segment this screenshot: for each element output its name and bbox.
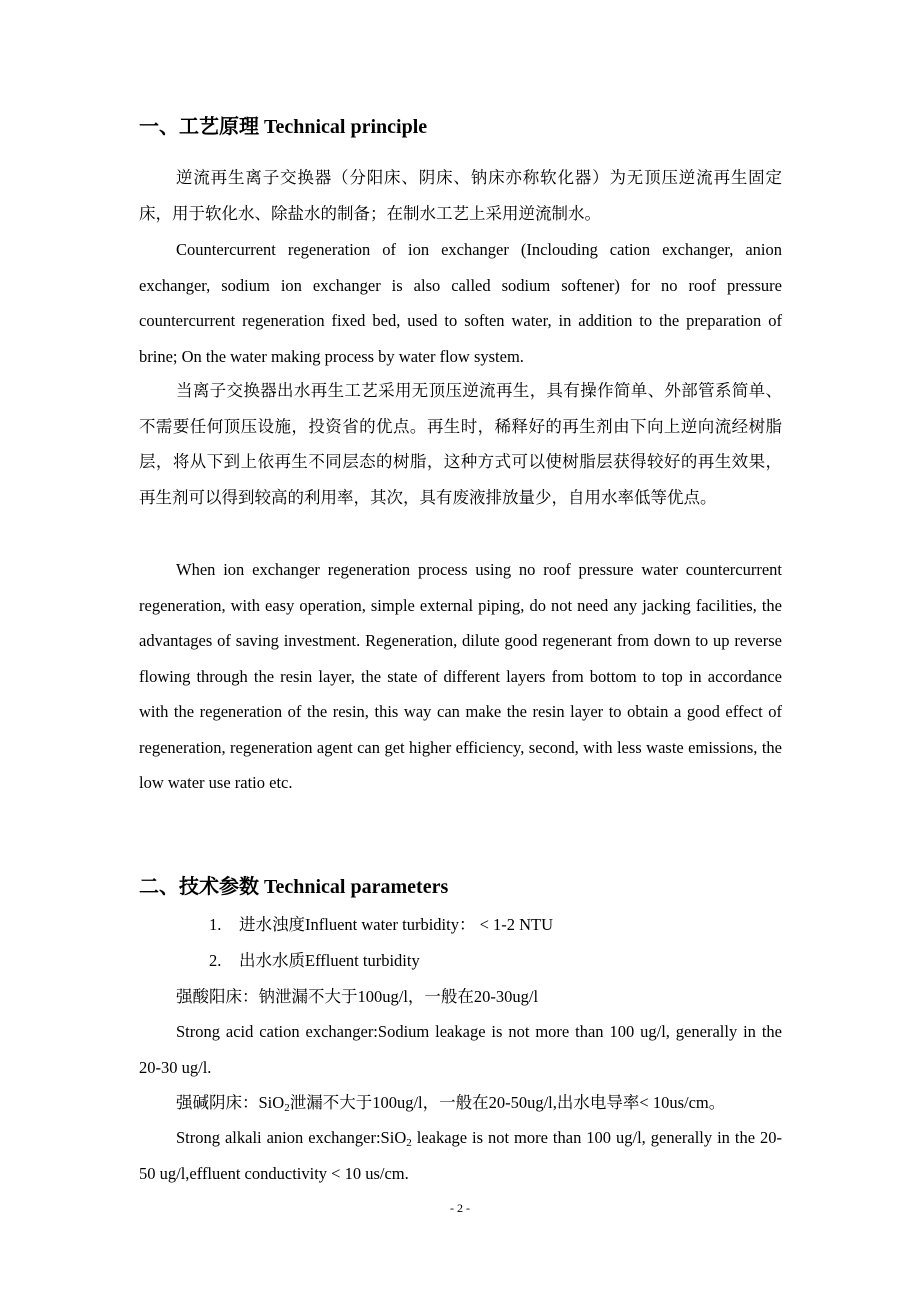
cation-bed-en: Strong acid cation exchanger:Sodium leakage is not more than 100 ug/l, generally in the 20-30 ug/l.	[139, 1022, 782, 1077]
section2-heading: 二、技术参数 Technical parameters	[139, 876, 449, 898]
param-item-2-text: 出水水质Effluent turbidity	[239, 951, 420, 970]
paragraph-cn-2: 当离子交换器出水再生工艺采用无顶压逆流再生，具有操作简单、外部管系简单、不需要任何顶压设施，投资省的优点。再生时，稀释好的再生剂由下向上逆向流经树脂层，将从下到上依再生不同层态的树脂，这种方式可以使树脂层获得较好的再生效果，再生剂可以得到较高的利用率，其次，具有废液排放量少，自用水率低等优点。	[139, 381, 782, 507]
section1-heading: 一、工艺原理 Technical principle	[139, 116, 428, 138]
anion-en-part-b: leakage is not more than 100 ug/l, generally in the 20-50 ug/l,effluent conductivity < 10 us/cm.	[139, 1128, 782, 1183]
anion-bed-cn	[139, 1085, 782, 1121]
anion-cn-subscript: 2	[284, 1102, 290, 1114]
anion-en-part-a: Strong alkali anion exchanger:SiO	[176, 1128, 407, 1147]
paragraph-cn-1: 逆流再生离子交换器（分阳床、阴床、钠床亦称软化器）为无顶压逆流再生固定床，用于软化水、除盐水的制备；在制水工艺上采用逆流制水。	[139, 168, 782, 223]
anion-cn-part-a: 强碱阴床：SiO	[176, 1093, 285, 1112]
cation-bed-cn: 强酸阳床：钠泄漏不大于100ug/l，一般在20-30ug/l	[176, 987, 539, 1006]
paragraph-en-1: Countercurrent regeneration of ion exchanger (Inclouding cation exchanger, anion exchanger, sodium ion exchanger is also called sodium softener) for no roof pressure countercurrent regeneration fixed bed, used to soften water, in addition to the preparation of brine; On the water making process by water flow system.	[139, 240, 782, 366]
param-item-1	[209, 913, 553, 937]
anion-cn-part-b: 泄漏不大于100ug/l，一般在20-50ug/l,出水电导率< 10us/cm。	[289, 1093, 726, 1112]
param-item-2	[209, 949, 420, 973]
param-item-1-text: 进水浊度Influent water turbidity： < 1-2 NTU	[239, 915, 554, 934]
param-item-2-number: 2.	[209, 951, 222, 970]
page-number: - 2 -	[450, 1201, 470, 1215]
anion-en-subscript: 2	[406, 1137, 412, 1149]
param-item-1-number: 1.	[209, 915, 222, 934]
paragraph-en-2: When ion exchanger regeneration process using no roof pressure water countercurrent regeneration, with easy operation, simple external piping, do not need any jacking facilities, the advantages of saving investment. Regeneration, dilute good regenerant from down to up reverse flowing through the resin layer, the state of different layers from bottom to top in accordance with the regeneration of the resin, this way can make the resin layer to obtain a good effect of regeneration, regeneration agent can get higher efficiency, second, with less waste emissions, the low water use ratio etc.	[139, 560, 782, 792]
anion-bed-en	[139, 1120, 782, 1191]
